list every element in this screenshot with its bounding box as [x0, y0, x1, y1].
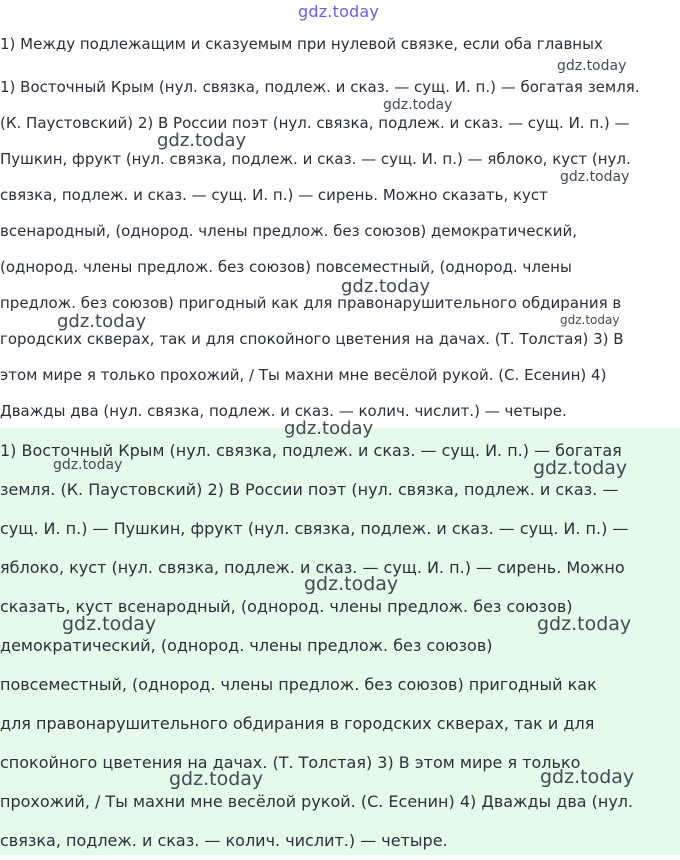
answer-line: связка, подлеж. и сказ. — сущ. И. п.) — сирень. Можно сказать, куст — [0, 186, 548, 204]
watermark: gdz.today — [284, 418, 374, 439]
answer-line: прохожий, / Ты махни мне весёлой рукой. (С. Есенин) 4) Дважды два (нул. — [0, 792, 634, 811]
answer-line: яблоко, куст (нул. связка, подлеж. и сказ. — сущ. И. п.) — сирень. Можно — [0, 558, 625, 577]
answer-line: Пушкин, фрукт (нул. связка, подлеж. и сказ. — сущ. И. п.) — яблоко, куст (нул. — [0, 150, 631, 168]
answer-line: 1) Восточный Крым (нул. связка, подлеж. и сказ. — сущ. И. п.) — богатая — [0, 441, 622, 460]
watermark: gdz.today — [560, 313, 620, 327]
question-text: 1) Между подлежащим и сказуемым при нулевой связке, если оба главных — [0, 35, 603, 53]
watermark: gdz.today — [383, 97, 453, 113]
answer-line: связка, подлеж. и сказ. — колич. числит.) — четыре. — [0, 831, 448, 850]
answer-line: для правонарушительного обдирания в городских скверах, так и для — [0, 714, 595, 733]
answer-line: Дважды два (нул. связка, подлеж. и сказ. — колич. числит.) — четыре. — [0, 402, 567, 420]
watermark: gdz.today — [540, 766, 635, 788]
answer-compact — [0, 69, 680, 429]
answer-line: сказать, куст всенародный, (однород. члены предлож. без союзов) — [0, 597, 573, 616]
watermark: gdz.today — [157, 130, 247, 151]
watermark: gdz.today — [57, 311, 147, 332]
answer-line: этом мире я только прохожий, / Ты махни мне весёлой рукой. (С. Есенин) 4) — [0, 366, 607, 384]
answer-line: повсеместный, (однород. члены предлож. без союзов) пригодный как — [0, 675, 597, 694]
answer-line: (К. Паустовский) 2) В России поэт (нул. связка, подлеж. и сказ. — сущ. И. п.) — — [0, 114, 630, 132]
watermark: gdz.today — [341, 276, 431, 297]
watermark: gdz.today — [53, 457, 123, 473]
answer-line: демократический, (однород. члены предлож. без союзов) — [0, 636, 493, 655]
watermark: gdz.today — [169, 768, 264, 790]
answer-line: всенародный, (однород. члены предлож. без союзов) демократический, — [0, 222, 578, 240]
watermark: gdz.today — [537, 613, 632, 635]
watermark: gdz.today — [304, 573, 399, 595]
answer-line: предлож. без союзов) пригодный как для правонарушительного обдирания в — [0, 294, 622, 312]
watermark: gdz.today — [533, 457, 628, 479]
answer-line: спокойного цветения на дачах. (Т. Толстая) 3) В этом мире я только — [0, 753, 581, 772]
answer-highlighted — [0, 431, 680, 860]
answer-line: 1) Восточный Крым (нул. связка, подлеж. и сказ. — сущ. И. п.) — богатая земля. — [0, 78, 640, 96]
watermark: gdz.today — [557, 58, 627, 74]
answer-line: земля. (К. Паустовский) 2) В России поэт (нул. связка, подлеж. и сказ. — — [0, 480, 619, 499]
watermark: gdz.today — [62, 613, 157, 635]
answer-line: сущ. И. п.) — Пушкин, фрукт (нул. связка, подлеж. и сказ. — сущ. И. п.) — — [0, 519, 629, 538]
answer-line: (однород. члены предлож. без союзов) повсеместный, (однород. члены — [0, 258, 572, 276]
watermark: gdz.today — [560, 169, 630, 185]
site-logo[interactable]: gdz.today — [298, 2, 380, 21]
answer-line: городских скверах, так и для спокойного цветения на дачах. (Т. Толстая) 3) В — [0, 330, 624, 348]
